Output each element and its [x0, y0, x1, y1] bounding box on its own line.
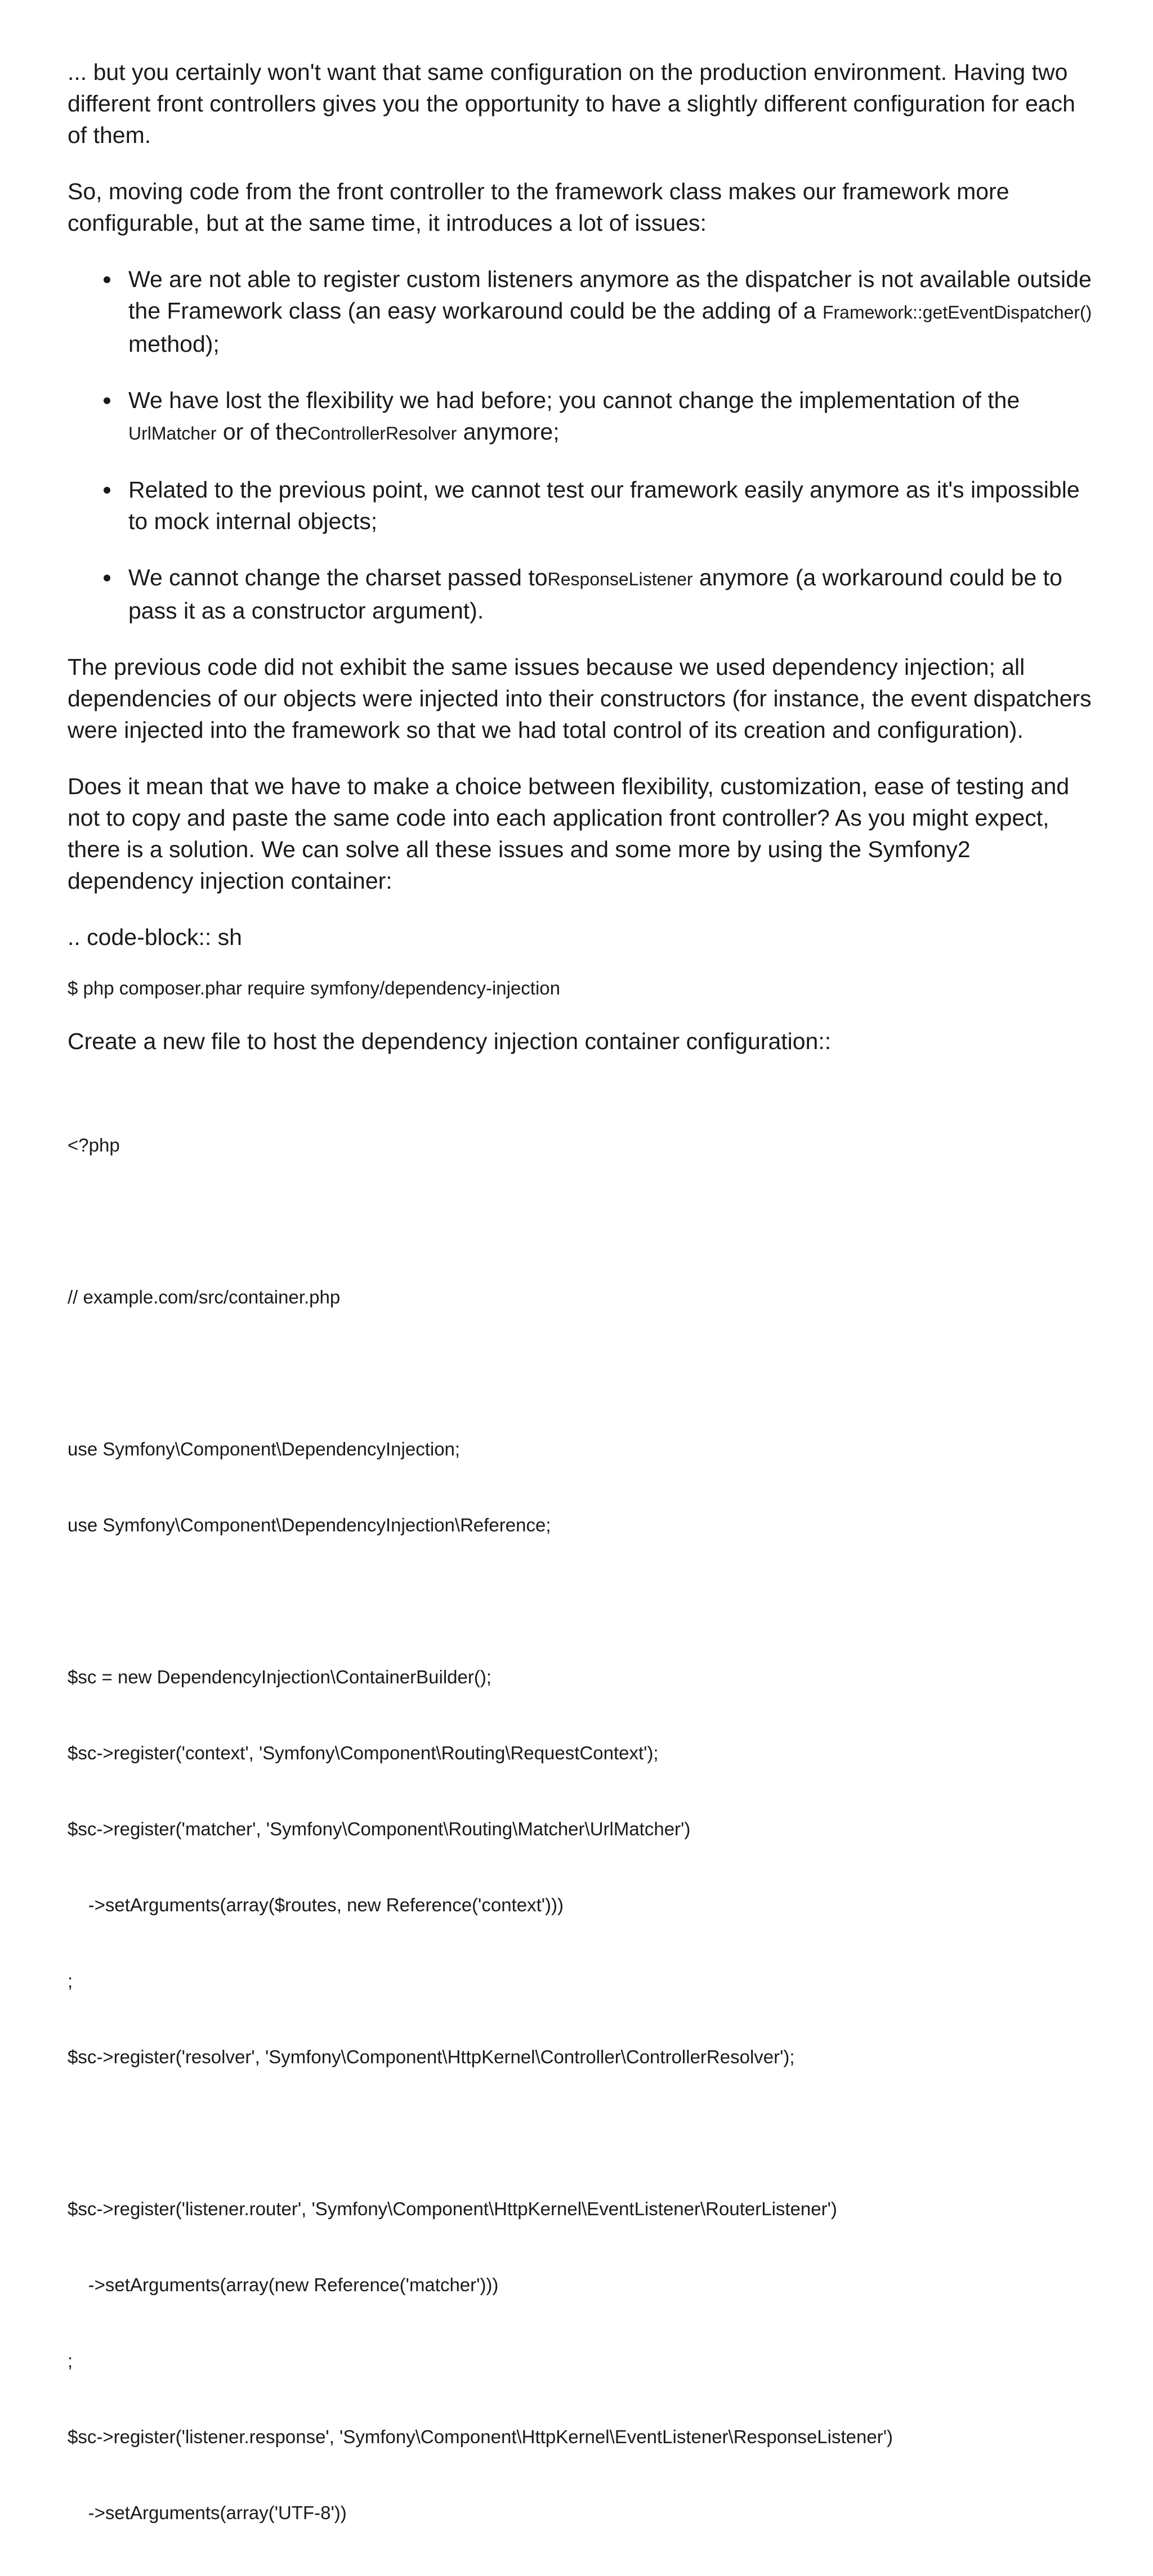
- bullet-text: anymore;: [457, 419, 560, 445]
- code-line: $sc->register('context', 'Symfony\Component\Routing\RequestContext');: [68, 1742, 659, 1763]
- list-item: [128, 474, 1098, 537]
- code-line: ->setArguments(array('UTF-8')): [68, 2502, 347, 2523]
- code-line: <?php: [68, 1135, 120, 1155]
- paragraph-create-file: Create a new file to host the dependency injection container configuration::: [68, 1028, 832, 1054]
- bullet-text: or of the: [216, 419, 308, 445]
- list-item: [128, 263, 1098, 360]
- inline-code: ResponseListener: [547, 569, 693, 589]
- code-line: ->setArguments(array($routes, new Reference('context'))): [68, 1894, 564, 1915]
- code-line: ;: [68, 2350, 73, 2371]
- bullet-text: We have lost the flexibility we had before; you cannot change the implementation of the: [128, 387, 1020, 413]
- code-line: // example.com/src/container.php: [68, 1287, 341, 1307]
- composer-command: $ php composer.phar require symfony/dependency-injection: [68, 978, 561, 998]
- inline-code: ControllerResolver: [307, 423, 457, 443]
- code-line: [68, 1360, 1098, 1386]
- code-line: $sc->register('listener.router', 'Symfony\Component\HttpKernel\EventListener\RouterListener'): [68, 2198, 837, 2219]
- list-item: [128, 562, 1098, 626]
- bullet-text: method);: [128, 331, 220, 357]
- code-line: [68, 1588, 1098, 1614]
- bullet-text: Related to the previous point, we cannot test our framework easily anymore as it's impossible to mock internal objects;: [128, 477, 1080, 534]
- inline-code: Framework::getEventDispatcher(): [822, 302, 1092, 322]
- paragraph-issues-intro: So, moving code from the front controller to the framework class makes our framework more configurable, but at the same time, it introduces a lot of issues:: [68, 178, 1009, 236]
- paragraph-dependency-injection: The previous code did not exhibit the same issues because we used dependency injection; all dependencies of our objects were injected into their constructors (for instance, the event dispatchers were injected into the framework so that we had total control of its creation and configuration).: [68, 654, 1092, 743]
- bullet-text: We are not able to register custom listeners anymore as the dispatcher is not available outside the Framework class (an easy workaround could be the adding of a: [128, 266, 1092, 324]
- inline-code: UrlMatcher: [128, 423, 217, 443]
- code-line: ;: [68, 1970, 73, 1991]
- paragraph-solution: Does it mean that we have to make a choice between flexibility, customization, ease of testing and not to copy and paste the same code into each application front controller? As you might expect, there is a solution. We can solve all these issues and some more by using the Symfony2 dependency injection container:: [68, 773, 1070, 894]
- code-line: $sc->register('matcher', 'Symfony\Component\Routing\Matcher\UrlMatcher'): [68, 1818, 691, 1839]
- code-line: $sc = new DependencyInjection\ContainerBuilder();: [68, 1666, 492, 1687]
- code-line: [68, 1208, 1098, 1234]
- code-block-directive: .. code-block:: sh: [68, 924, 242, 950]
- document-page: [68, 56, 1098, 2576]
- bullet-text: We cannot change the charset passed to: [128, 565, 548, 590]
- paragraph-production-config: ... but you certainly won't want that same configuration on the production environment. Having two different front controllers gives you the opportunity to have a slightly different configuration for each of them.: [68, 59, 1075, 148]
- code-line: $sc->register('resolver', 'Symfony\Component\HttpKernel\Controller\ControllerResolver');: [68, 2046, 795, 2067]
- issues-list: [68, 263, 1098, 626]
- container-code-block: [68, 1082, 1098, 2576]
- code-line: [68, 2120, 1098, 2145]
- code-line: $sc->register('listener.response', 'Symfony\Component\HttpKernel\EventListener\ResponseListener'): [68, 2426, 893, 2447]
- code-line: use Symfony\Component\DependencyInjection;: [68, 1439, 461, 1459]
- code-line: ->setArguments(array(new Reference('matcher'))): [68, 2274, 499, 2295]
- list-item: [128, 384, 1098, 449]
- bullet-text: anymore (a workaround could be to pass it as a constructor argument).: [128, 565, 1062, 624]
- code-line: use Symfony\Component\DependencyInjection\Reference;: [68, 1515, 551, 1535]
